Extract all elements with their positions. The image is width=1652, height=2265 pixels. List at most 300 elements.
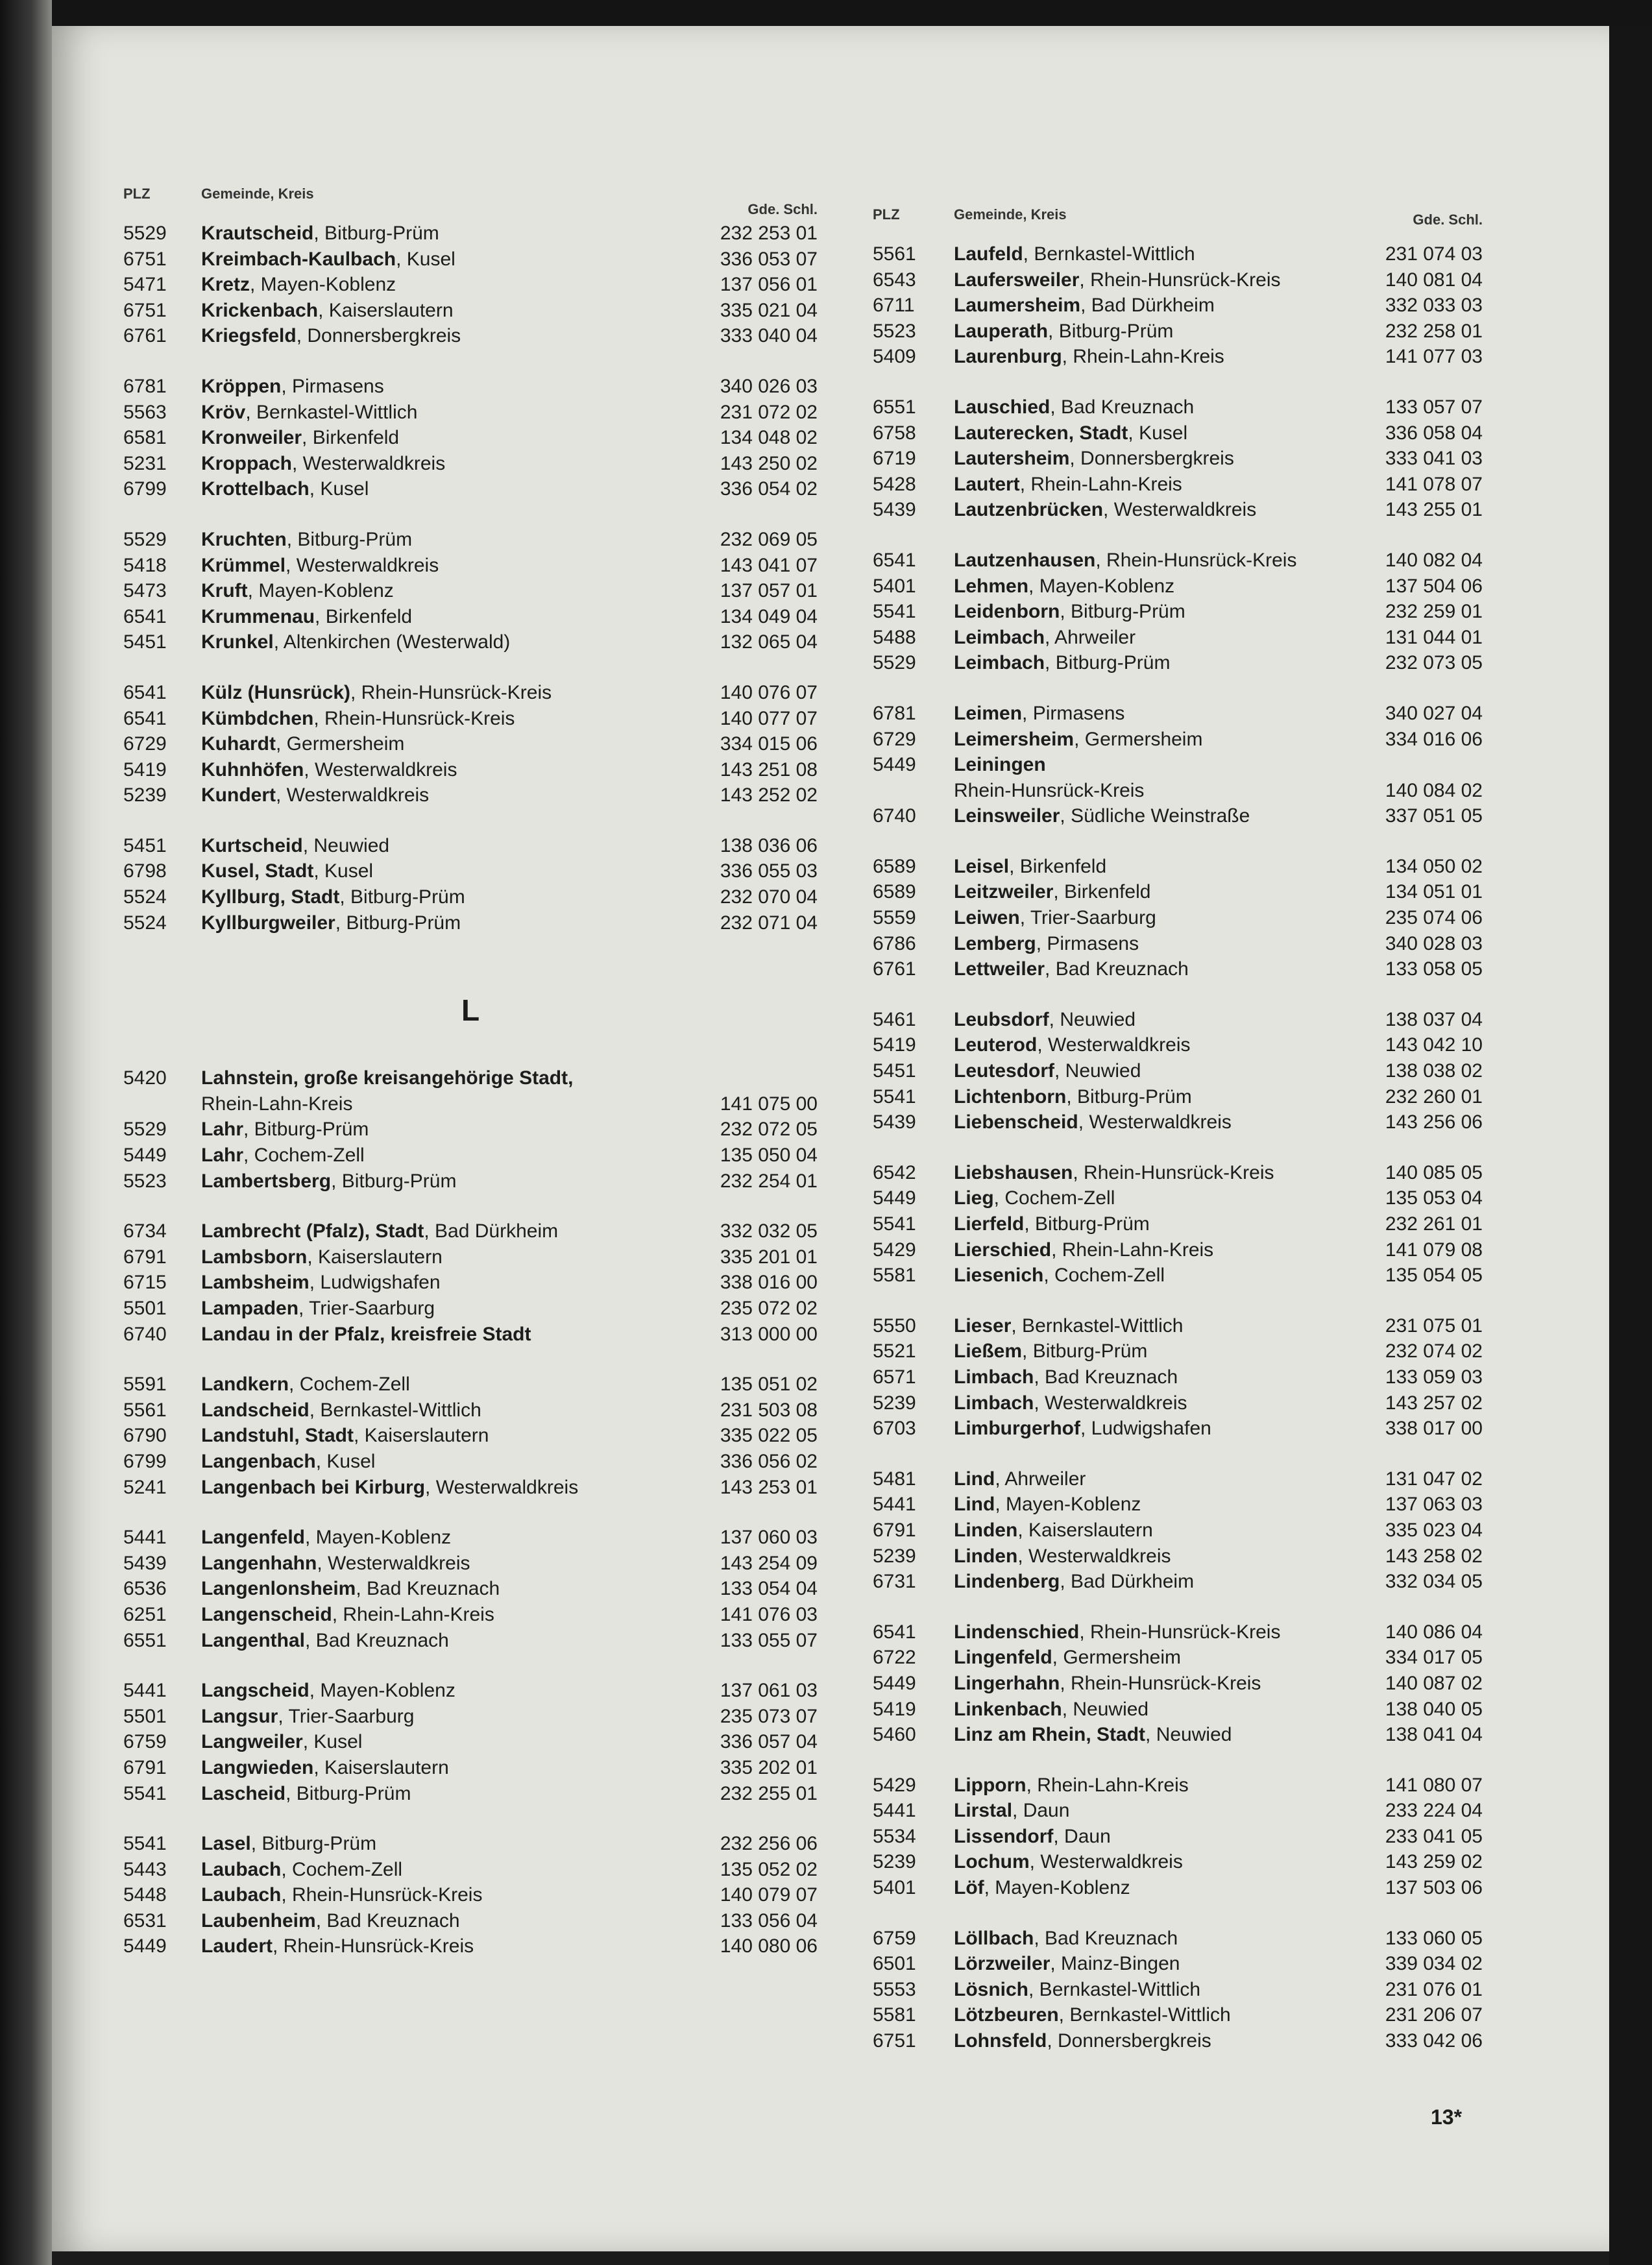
municipality-entry: [201, 1169, 456, 1194]
district-name: , Bitburg-Prüm: [285, 1782, 411, 1804]
municipality-entry: [201, 1704, 414, 1730]
municipality-entry: [201, 1270, 441, 1296]
postal-code: 5449: [873, 1672, 916, 1694]
municipality-name: Lahnstein, große kreisangehörige Stadt,: [201, 1067, 574, 1089]
postal-code: 5553: [873, 1978, 916, 2000]
postal-code: 6722: [873, 1647, 916, 1669]
municipality-code: 143 041 07: [720, 554, 818, 576]
municipality-row: [873, 319, 1483, 345]
postal-code: 5561: [873, 243, 916, 265]
municipality-row: [123, 553, 818, 579]
municipality-code: 335 023 04: [1385, 1519, 1483, 1541]
district-name: , Pirmasens: [281, 375, 384, 397]
postal-code: 5591: [123, 1374, 167, 1396]
municipality-code: 140 079 07: [720, 1884, 818, 1906]
municipality-entry: [954, 1390, 1187, 1416]
municipality-row: [123, 451, 818, 477]
municipality-name: Langenbach bei Kirburg: [201, 1476, 426, 1498]
municipality-code: 140 080 06: [720, 1935, 818, 1957]
municipality-name: Lösnich: [954, 1978, 1029, 2000]
municipality-code: 140 076 07: [720, 681, 818, 703]
municipality-entry: [954, 1824, 1111, 1850]
municipality-code: 332 033 03: [1385, 295, 1483, 317]
postal-code: 5451: [123, 631, 167, 653]
entry-group: [873, 701, 1483, 829]
municipality-row: [873, 1185, 1483, 1211]
municipality-code: 134 049 04: [720, 605, 818, 627]
municipality-row: [873, 1390, 1483, 1416]
municipality-row: [123, 272, 818, 298]
district-name: , Bad Kreuznach: [1045, 958, 1189, 980]
municipality-entry: [954, 574, 1174, 600]
postal-code: 5581: [873, 2004, 916, 2026]
municipality-code: 334 017 05: [1385, 1647, 1483, 1669]
entry-group: [873, 1619, 1483, 1748]
postal-code: 6781: [123, 375, 167, 397]
municipality-row: [873, 1084, 1483, 1110]
municipality-row: [123, 247, 818, 273]
postal-code: 6798: [123, 860, 167, 882]
postal-code: 5473: [123, 580, 167, 602]
district-name: , Neuwied: [302, 834, 390, 856]
municipality-name: Limbach: [954, 1392, 1034, 1414]
district-name: , Bernkastel-Wittlich: [1028, 1978, 1201, 2000]
municipality-name: Leisel: [954, 855, 1010, 877]
postal-code: 6251: [123, 1603, 167, 1625]
municipality-entry: [201, 604, 412, 630]
municipality-name: Lambsborn: [201, 1246, 308, 1268]
municipality-name: Leimbach: [954, 626, 1045, 648]
municipality-row: [873, 1645, 1483, 1671]
municipality-name: Linden: [954, 1519, 1018, 1541]
municipality-row: [123, 680, 818, 706]
district-name: , Bad Kreuznach: [315, 1909, 460, 1932]
municipality-row: [123, 1576, 818, 1602]
municipality-entry: [954, 497, 1256, 523]
municipality-entry: [201, 629, 510, 655]
municipality-code: 232 258 01: [1385, 320, 1483, 342]
municipality-code: 231 206 07: [1385, 2004, 1483, 2026]
municipality-code: 143 042 10: [1385, 1034, 1483, 1056]
municipality-entry: [954, 1518, 1153, 1544]
municipality-code: 133 055 07: [720, 1629, 818, 1651]
municipality-entry: [954, 1977, 1200, 2003]
municipality-name: Landscheid: [201, 1399, 310, 1421]
municipality-name: Lambrecht (Pfalz), Stadt: [201, 1220, 424, 1242]
postal-code: 6542: [873, 1161, 916, 1183]
district-name: , Westerwaldkreis: [276, 784, 430, 806]
background-top: [52, 0, 1652, 26]
municipality-name: Krottelbach: [201, 478, 310, 500]
district-name: , Bernkastel-Wittlich: [1058, 2004, 1231, 2026]
district-name: , Neuwied: [1062, 1698, 1149, 1720]
district-name: , Trier-Saarburg: [1019, 907, 1156, 929]
municipality-entry: [201, 298, 454, 324]
municipality-entry: [201, 400, 417, 426]
municipality-code: 140 082 04: [1385, 549, 1483, 571]
municipality-code: 143 251 08: [720, 758, 818, 781]
municipality-row: [123, 1857, 818, 1883]
municipality-code: 133 060 05: [1385, 1927, 1483, 1949]
municipality-row: [123, 604, 818, 630]
municipality-row: [123, 1602, 818, 1628]
municipality-name: Langenbach: [201, 1450, 316, 1472]
municipality-code: 140 077 07: [720, 707, 818, 729]
municipality-code: 143 254 09: [720, 1552, 818, 1574]
municipality-name: Lauterecken, Stadt: [954, 422, 1128, 444]
municipality-name: Kümbdchen: [201, 707, 314, 729]
district-name: , Daun: [1053, 1825, 1111, 1847]
postal-code: 5541: [873, 601, 916, 623]
entry-group: [873, 1160, 1483, 1289]
municipality-entry: [201, 757, 457, 783]
municipality-code: 340 027 04: [1385, 702, 1483, 724]
district-name: , Westerwaldkreis: [1037, 1034, 1191, 1056]
entry-group: [873, 1313, 1483, 1442]
municipality-entry: [954, 1951, 1180, 1977]
district-name: , Kusel: [313, 860, 374, 882]
postal-code: 5471: [123, 274, 167, 296]
municipality-code: 334 015 06: [720, 733, 818, 755]
district-name: , Neuwied: [1054, 1060, 1141, 1082]
postal-code: 5441: [873, 1800, 916, 1822]
municipality-entry: [954, 1364, 1178, 1390]
municipality-code: 141 076 03: [720, 1603, 818, 1625]
municipality-code: 133 054 04: [720, 1578, 818, 1600]
district-name: , Mayen-Koblenz: [984, 1877, 1130, 1899]
municipality-code: 138 037 04: [1385, 1008, 1483, 1030]
municipality-entry: [954, 879, 1150, 905]
municipality-name: Langenfeld: [201, 1527, 306, 1549]
district-name: , Bad Kreuznach: [305, 1629, 449, 1651]
district-name: , Bernkastel-Wittlich: [309, 1399, 481, 1421]
municipality-code: 340 026 03: [720, 375, 818, 397]
municipality-code: 138 041 04: [1385, 1724, 1483, 1746]
page-number: 13*: [1431, 2105, 1463, 2129]
municipality-name: Landau in der Pfalz, kreisfreie Stadt: [201, 1323, 531, 1345]
district-name: , Kusel: [1128, 422, 1188, 444]
municipality-name: Lipporn: [954, 1774, 1026, 1796]
municipality-entry: [201, 1781, 411, 1807]
municipality-row: [873, 1569, 1483, 1595]
municipality-row: [123, 1322, 818, 1348]
municipality-name: Lascheid: [201, 1782, 286, 1804]
postal-code: 5449: [123, 1935, 167, 1957]
postal-code: 5239: [873, 1545, 916, 1567]
postal-code: 6791: [123, 1246, 167, 1268]
municipality-entry: [954, 956, 1189, 982]
municipality-name: Lahr: [201, 1119, 244, 1141]
postal-code: 6759: [123, 1731, 167, 1753]
district-name: , Trier-Saarburg: [298, 1298, 435, 1319]
municipality-row: [873, 1544, 1483, 1569]
district-name: , Westerwaldkreis: [425, 1476, 579, 1498]
municipality-code: 335 022 05: [720, 1425, 818, 1447]
municipality-name: Kuhnhöfen: [201, 758, 304, 781]
municipality-row: [123, 1065, 818, 1091]
municipality-code: 143 259 02: [1385, 1851, 1483, 1873]
municipality-name: Lieg: [954, 1187, 994, 1209]
municipality-row: [873, 548, 1483, 574]
municipality-name: Lind: [954, 1468, 995, 1490]
municipality-name: Leiwen: [954, 907, 1020, 929]
municipality-code: 132 065 04: [720, 631, 818, 653]
municipality-row: [123, 1449, 818, 1475]
municipality-name: Lautersheim: [954, 448, 1070, 470]
municipality-row: [873, 854, 1483, 880]
postal-code: 5239: [123, 784, 167, 806]
municipality-entry: [954, 1211, 1150, 1237]
district-name: , Donnersbergkreis: [1069, 448, 1234, 470]
postal-code: 5550: [873, 1314, 916, 1337]
district-name: , Pirmasens: [1036, 932, 1139, 954]
municipality-entry: [954, 472, 1182, 498]
municipality-name: Kriegsfeld: [201, 325, 297, 347]
municipality-row: [123, 1169, 818, 1194]
municipality-row: [123, 629, 818, 655]
municipality-row: [123, 782, 818, 808]
postal-code: 6740: [123, 1323, 167, 1345]
municipality-code: 131 044 01: [1385, 626, 1483, 648]
entry-group: [873, 394, 1483, 523]
municipality-row: [873, 879, 1483, 905]
district-name: , Westerwaldkreis: [1017, 1545, 1171, 1567]
postal-code: 6729: [123, 733, 167, 755]
municipality-entry: [954, 1849, 1183, 1875]
district-name: , Kusel: [302, 1731, 363, 1753]
municipality-entry: [201, 1322, 531, 1348]
municipality-entry: [954, 319, 1173, 345]
municipality-entry: [954, 854, 1106, 880]
municipality-row: [873, 905, 1483, 931]
postal-code: 5409: [873, 346, 916, 368]
municipality-code: 336 055 03: [720, 860, 818, 882]
municipality-name: Lirstal: [954, 1800, 1013, 1822]
district-name: , Bad Kreuznach: [356, 1578, 500, 1600]
postal-code: 5451: [123, 834, 167, 856]
postal-code: 6581: [123, 427, 167, 449]
district-name: , Bitburg-Prüm: [313, 223, 439, 244]
background-right: [1609, 26, 1652, 2265]
postal-code: 5420: [123, 1067, 167, 1089]
entry-group: [873, 1007, 1483, 1135]
postal-code: 6703: [873, 1418, 916, 1440]
district-name: , Westerwaldkreis: [317, 1552, 470, 1574]
postal-code: 6501: [873, 1953, 916, 1975]
postal-code: 5449: [123, 1145, 167, 1167]
district-name: , Ludwigshafen: [309, 1272, 441, 1294]
municipality-name: Lettweiler: [954, 958, 1045, 980]
municipality-code: 232 071 04: [720, 912, 818, 934]
municipality-entry: [201, 833, 389, 859]
municipality-name: Krautscheid: [201, 223, 314, 244]
postal-code: 6791: [873, 1519, 916, 1541]
municipality-name: Krunkel: [201, 631, 274, 653]
municipality-row: [123, 1117, 818, 1143]
municipality-row: [123, 1398, 818, 1423]
district-name: , Birkenfeld: [1009, 855, 1107, 877]
header-plz: PLZ: [873, 206, 900, 223]
district-name: , Cochem-Zell: [281, 1858, 403, 1880]
municipality-entry: [954, 1084, 1192, 1110]
municipality-row: [123, 910, 818, 936]
municipality-entry: [201, 1602, 494, 1628]
municipality-entry: [954, 1645, 1181, 1671]
entry-group: [123, 1372, 818, 1500]
postal-code: 6571: [873, 1366, 916, 1388]
municipality-entry: [201, 1475, 578, 1501]
municipality-row: [873, 1007, 1483, 1033]
municipality-code: 137 061 03: [720, 1680, 818, 1702]
municipality-entry: [954, 1109, 1232, 1135]
municipality-name: Langenhahn: [201, 1552, 317, 1574]
district-name: , Kaiserslautern: [307, 1246, 443, 1268]
municipality-name: Langenscheid: [201, 1603, 332, 1625]
postal-code: 6751: [123, 299, 167, 321]
district-name: , Kaiserslautern: [1017, 1519, 1153, 1541]
municipality-name: Kröppen: [201, 375, 282, 397]
municipality-code: 338 017 00: [1385, 1418, 1483, 1440]
municipality-name: Langwieden: [201, 1756, 314, 1778]
municipality-code: 138 038 02: [1385, 1060, 1483, 1082]
district-name: , Bad Dürkheim: [1060, 1571, 1195, 1593]
municipality-row: [873, 241, 1483, 267]
municipality-entry: [954, 1569, 1194, 1595]
municipality-name: Leuterod: [954, 1034, 1038, 1056]
municipality-code: 339 034 02: [1385, 1953, 1483, 1975]
municipality-name: Lampaden: [201, 1298, 299, 1319]
entry-group: [123, 374, 818, 502]
municipality-code: 232 072 05: [720, 1119, 818, 1141]
municipality-code: 137 503 06: [1385, 1877, 1483, 1899]
municipality-row: [873, 1926, 1483, 1952]
municipality-row: [873, 1263, 1483, 1289]
municipality-name: Kröv: [201, 401, 246, 423]
municipality-name: Lehmen: [954, 575, 1029, 597]
municipality-entry: [954, 1492, 1141, 1518]
district-name: , Westerwaldkreis: [1078, 1111, 1232, 1133]
municipality-entry: [954, 701, 1124, 727]
municipality-row: [123, 884, 818, 910]
municipality-row: [873, 2002, 1483, 2028]
district-name: , Kusel: [315, 1450, 376, 1472]
municipality-entry: [201, 527, 412, 553]
postal-code: 5419: [873, 1698, 916, 1720]
municipality-entry: [201, 1933, 474, 1959]
municipality-entry: [201, 1372, 410, 1398]
header-code: Gde. Schl.: [1413, 212, 1483, 228]
postal-code: 6799: [123, 478, 167, 500]
municipality-entry: [954, 1313, 1183, 1339]
postal-code: 5561: [123, 1399, 167, 1421]
district-name: , Kusel: [309, 478, 369, 500]
municipality-code: 135 053 04: [1385, 1187, 1483, 1209]
municipality-name: Kundert: [201, 784, 276, 806]
municipality-row: [873, 803, 1483, 829]
postal-code: 5501: [123, 1298, 167, 1319]
postal-code: 5559: [873, 907, 916, 929]
municipality-code: 143 253 01: [720, 1476, 818, 1498]
municipality-row: [123, 1218, 818, 1244]
district-name: , Bitburg-Prüm: [1022, 1340, 1148, 1363]
postal-code: 6536: [123, 1578, 167, 1600]
municipality-row: [873, 701, 1483, 727]
municipality-entry: [954, 803, 1250, 829]
municipality-row: [873, 599, 1483, 625]
municipality-code: 232 256 06: [720, 1833, 818, 1855]
municipality-row: [123, 1372, 818, 1398]
district-name: , Bitburg-Prüm: [1066, 1085, 1192, 1108]
municipality-name: Lautzenbrücken: [954, 499, 1104, 521]
municipality-entry: [201, 782, 429, 808]
municipality-entry: [954, 446, 1234, 472]
district-name: , Rhein-Hunsrück-Kreis: [1095, 549, 1297, 571]
entry-group: [123, 221, 818, 349]
municipality-code: 143 252 02: [720, 784, 818, 806]
municipality-code: 133 056 04: [720, 1909, 818, 1932]
municipality-name: Kreimbach-Kaulbach: [201, 248, 396, 270]
municipality-name: Liesenich: [954, 1265, 1044, 1287]
district-name: , Bad Kreuznach: [1034, 1927, 1178, 1949]
municipality-entry: [954, 931, 1139, 957]
municipality-name: Leiningen: [954, 754, 1046, 776]
municipality-entry: [954, 344, 1224, 370]
municipality-name: Leutesdorf: [954, 1060, 1055, 1082]
district-name: , Cochem-Zell: [243, 1145, 365, 1167]
entry-group: [123, 1525, 818, 1653]
municipality-name: Langenthal: [201, 1629, 306, 1651]
district-name: , Bad Dürkheim: [1080, 295, 1215, 317]
district-name: , Mayen-Koblenz: [247, 580, 394, 602]
municipality-code: 134 048 02: [720, 427, 818, 449]
header-gemeinde: Gemeinde, Kreis: [954, 206, 1067, 223]
municipality-code: 337 051 05: [1385, 805, 1483, 827]
municipality-name: Lautert: [954, 473, 1020, 495]
postal-code: 6799: [123, 1450, 167, 1472]
municipality-name: Leimen: [954, 702, 1023, 724]
district-name: , Germersheim: [1074, 728, 1203, 750]
postal-code: 5429: [873, 1239, 916, 1261]
district-name: , Ahrweiler: [995, 1468, 1086, 1490]
municipality-entry: [954, 1619, 1280, 1645]
municipality-row: [873, 1211, 1483, 1237]
postal-code: 5501: [123, 1705, 167, 1727]
municipality-entry: [201, 731, 404, 757]
postal-code: 5529: [873, 652, 916, 674]
municipality-name: Ließem: [954, 1340, 1023, 1363]
municipality-entry: [201, 1857, 402, 1883]
municipality-entry: [954, 293, 1215, 319]
municipality-name: Lautzenhausen: [954, 549, 1096, 571]
district-name: , Bernkastel-Wittlich: [1011, 1314, 1184, 1337]
district-name: , Rhein-Hunsrück-Kreis: [1079, 1621, 1281, 1643]
postal-code: 6751: [123, 248, 167, 270]
municipality-name: Leidenborn: [954, 601, 1060, 623]
postal-code: 5523: [123, 1170, 167, 1192]
district-name: , Rhein-Lahn-Kreis: [1062, 346, 1224, 368]
municipality-row: [873, 497, 1483, 523]
municipality-code: 333 040 04: [720, 325, 818, 347]
municipality-name: Kruchten: [201, 528, 287, 550]
municipality-row: [873, 650, 1483, 676]
entry-group: [123, 1678, 818, 1806]
district-name: , Bitburg-Prüm: [1060, 601, 1185, 623]
postal-code: 5529: [123, 1119, 167, 1141]
municipality-row: [873, 1671, 1483, 1697]
municipality-row: [873, 778, 1483, 804]
municipality-entry: [954, 2028, 1211, 2054]
municipality-entry: [201, 858, 373, 884]
